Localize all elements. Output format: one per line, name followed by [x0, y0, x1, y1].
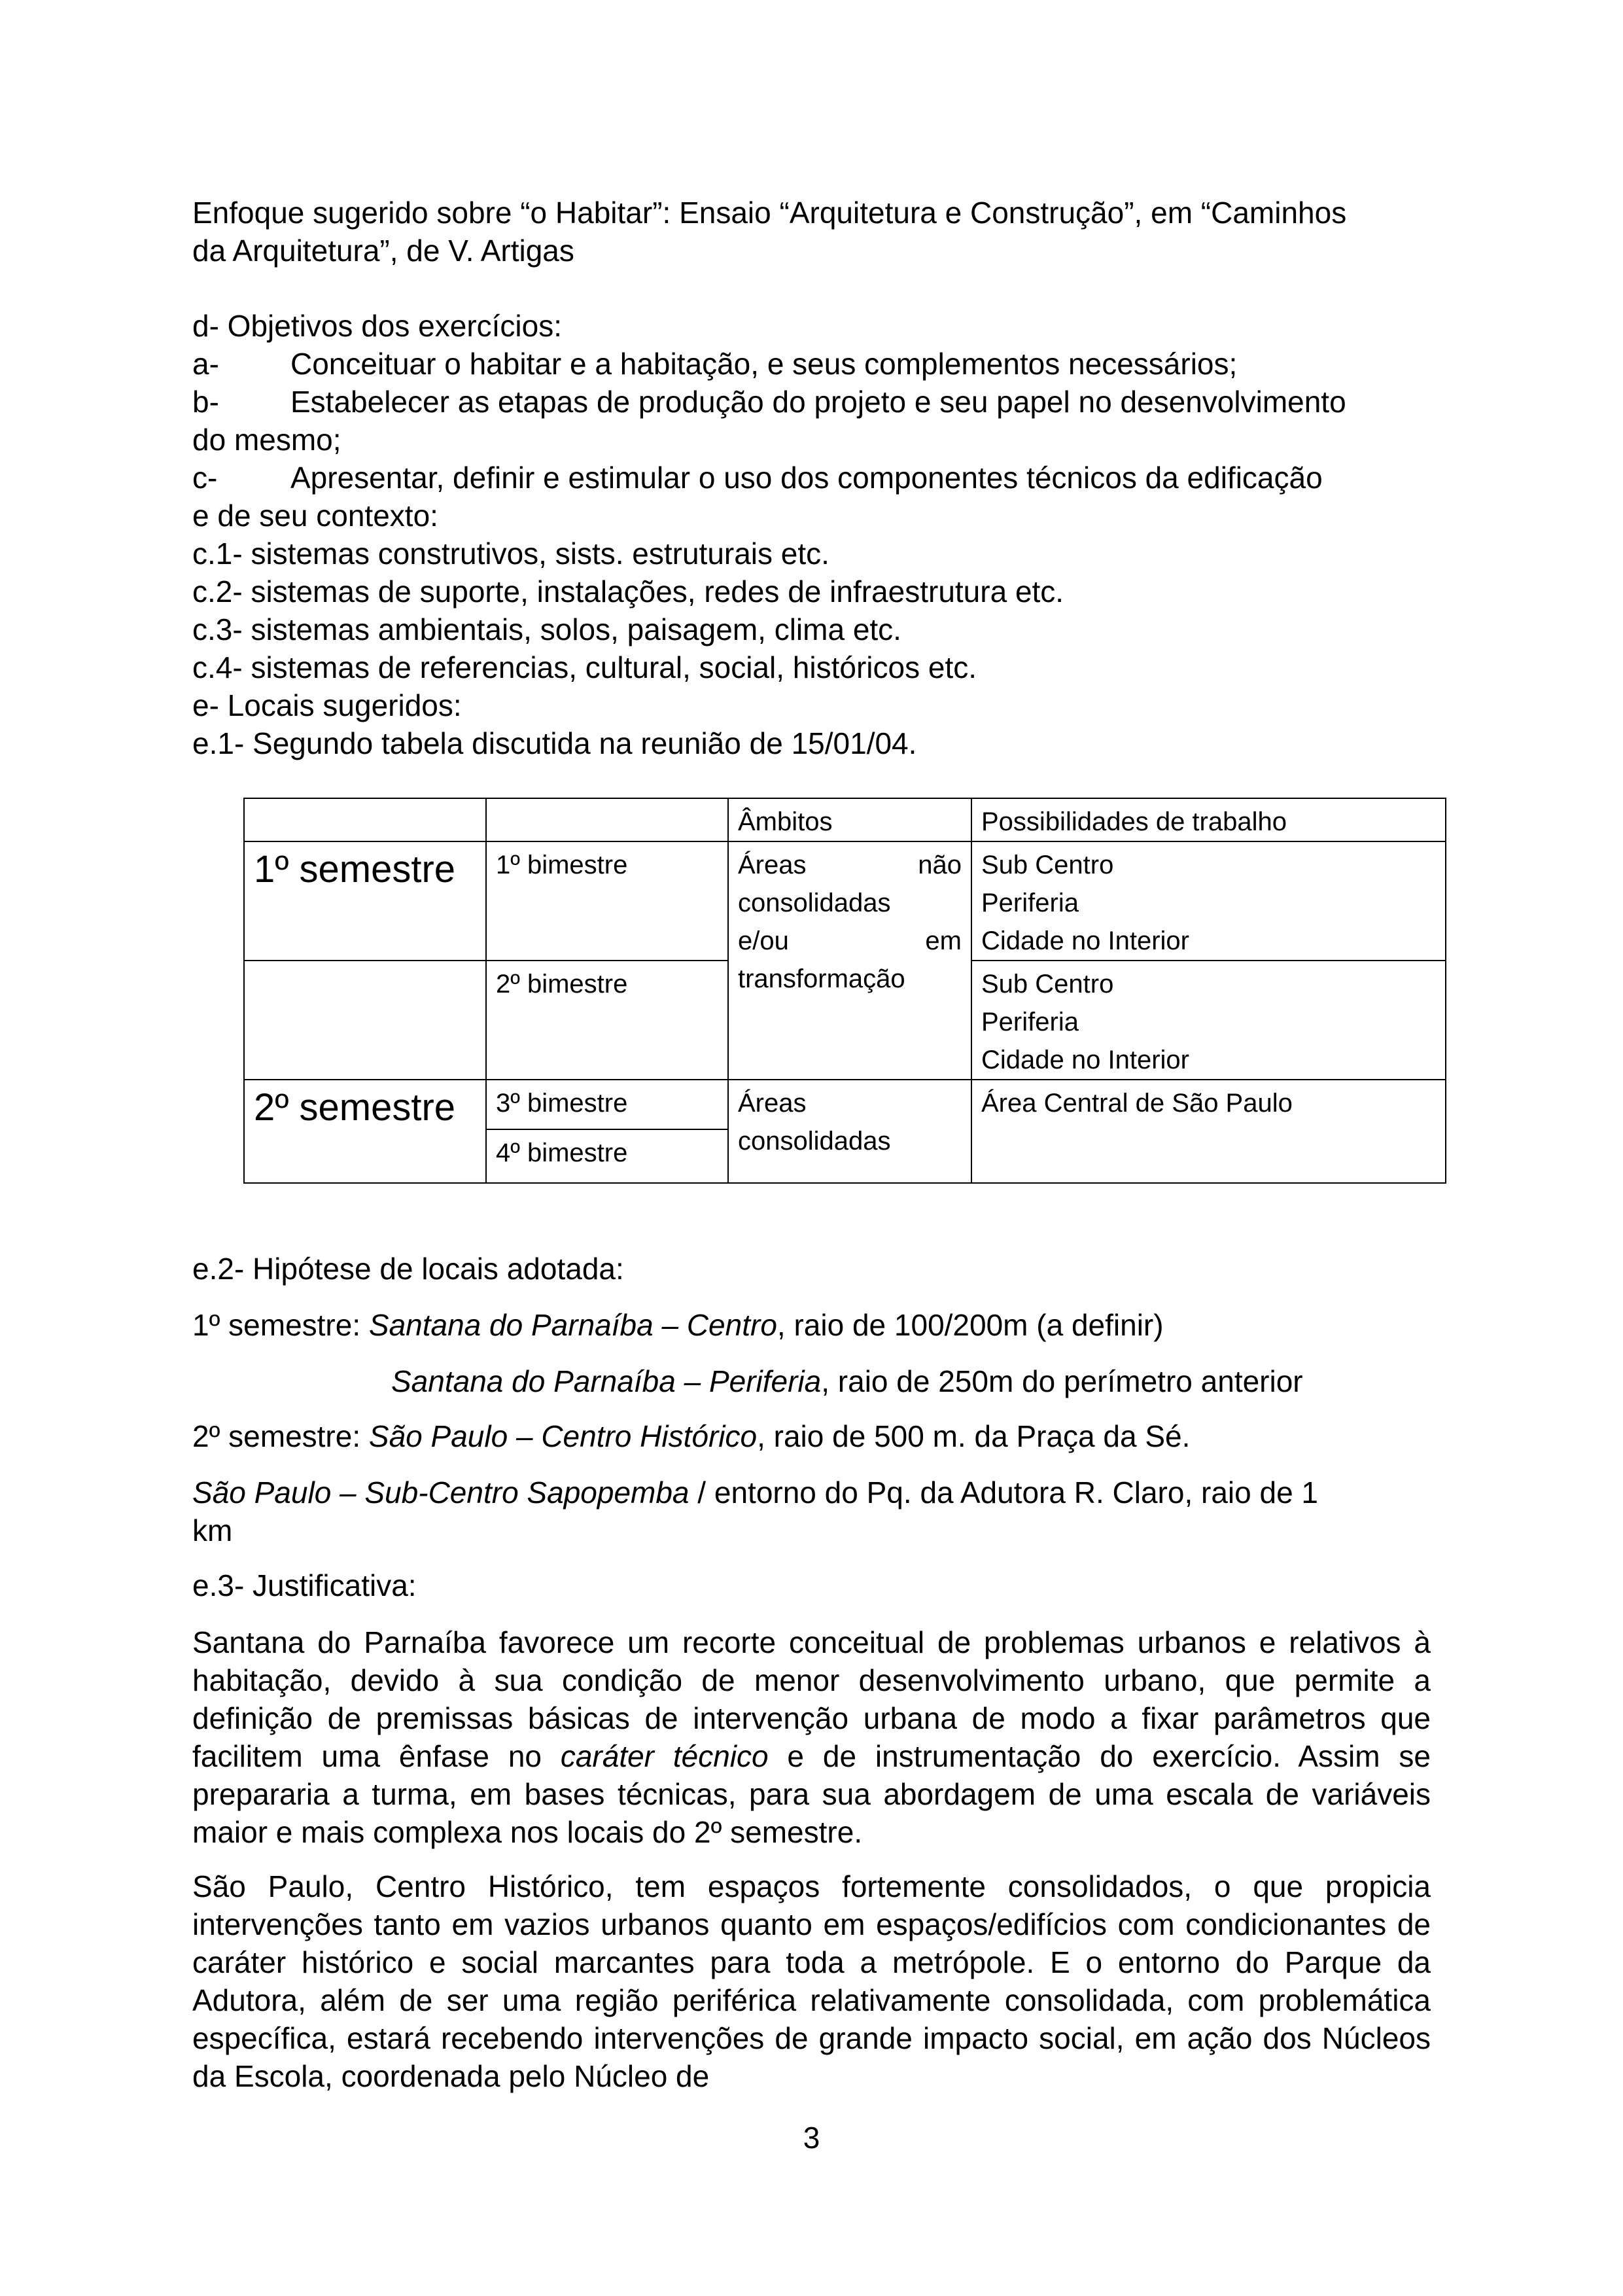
e2-semester-2-b: São Paulo – Sub-Centro Sapopemba / entorno do Pq. da Adutora R. Claro, raio de 1 km [192, 1475, 1319, 1547]
semester-1-label: 1º semestre [244, 841, 486, 961]
schedule-table [243, 798, 1446, 1184]
bimester-4-label: 4º bimestre [486, 1129, 728, 1183]
bimester-2-label: 2º bimestre [486, 961, 728, 1080]
intro-paragraph [192, 194, 1431, 270]
table-row [244, 798, 1446, 841]
objective-c2: c.2- sistemas de suporte, instalações, redes de infraestrutura etc. [192, 574, 1064, 609]
bimester-3-label: 3º bimestre [486, 1080, 728, 1129]
semester-2-label: 2º semestre [244, 1080, 486, 1183]
possibilidades-cell-3: Área Central de São Paulo [971, 1080, 1446, 1183]
table-header-ambitos: Âmbitos [728, 798, 971, 841]
objective-c-cont: e de seu contexto: [192, 499, 438, 533]
e2-semester-2-a: 2º semestre: São Paulo – Centro Histórico, raio de 500 m. da Praça da Sé. [192, 1419, 1191, 1453]
locations-heading: e- Locais sugeridos: [192, 688, 462, 722]
ambito-cell-1: Áreas não consolidadas e/ou em transformação [728, 841, 971, 1080]
possibilidades-cell-2: Sub Centro Periferia Cidade no Interior [971, 961, 1446, 1080]
e2-semester-1-b: Santana do Parnaíba – Periferia, raio de 250m do perímetro anterior [391, 1364, 1303, 1398]
intro-line: Enfoque sugerido sobre “o Habitar”: Ensaio “Arquitetura e Construção”, em “Caminhos [192, 196, 1347, 230]
possibilidades-cell-1: Sub Centro Periferia Cidade no Interior [971, 841, 1446, 961]
justification-paragraph-2: São Paulo, Centro Histórico, tem espaços fortemente consolidados, o que propicia intervenções tanto em vazios urbanos quanto em espaços/edifícios com condicionantes de caráter histórico e social marcantes para toda a metrópole. E o entorno do Parque da Adutora, além de ser uma região periférica relativamente consolidada, com problemática específica, estará recebendo intervenções de grande impacto social, em ação dos Núcleos da Escola, coordenada pelo Núcleo de [192, 1869, 1431, 2093]
bimester-1-label: 1º bimestre [486, 841, 728, 961]
objective-c1: c.1- sistemas construtivos, sists. estruturais etc. [192, 537, 829, 571]
objective-b-cont: do mesmo; [192, 423, 341, 457]
intro-line: da Arquitetura”, de V. Artigas [192, 234, 574, 268]
table-cell-empty [244, 798, 486, 841]
objective-b: b- Estabelecer as etapas de produção do projeto e seu papel no desenvolvimento [192, 385, 1346, 419]
ambito-cell-2: Áreas consolidadas [728, 1080, 971, 1183]
table-row [244, 1080, 1446, 1129]
page-number: 3 [803, 2121, 820, 2155]
objectives-section [192, 307, 1431, 762]
objective-c: c- Apresentar, definir e estimular o uso dos componentes técnicos da edificação [192, 461, 1323, 495]
table-cell-empty [244, 961, 486, 1080]
objective-c3: c.3- sistemas ambientais, solos, paisagem, clima etc. [192, 612, 901, 646]
objective-a: a- Conceituar o habitar e a habitação, e seus complementos necessários; [192, 347, 1238, 381]
locations-e1: e.1- Segundo tabela discutida na reunião de 15/01/04. [192, 726, 917, 760]
table-row [244, 841, 1446, 961]
objectives-heading: d- Objetivos dos exercícios: [192, 309, 563, 343]
e2-semester-1-a: 1º semestre: Santana do Parnaíba – Centro, raio de 100/200m (a definir) [192, 1308, 1164, 1342]
e2-heading: e.2- Hipótese de locais adotada: [192, 1252, 624, 1286]
table-header-possibilidades: Possibilidades de trabalho [971, 798, 1446, 841]
table-cell-empty [486, 798, 728, 841]
e3-heading: e.3- Justificativa: [192, 1568, 417, 1602]
objective-c4: c.4- sistemas de referencias, cultural, social, históricos etc. [192, 650, 977, 684]
justification-paragraph-1: Santana do Parnaíba favorece um recorte conceitual de problemas urbanos e relativos à habitação, devido à sua condição de menor desenvolvimento urbano, que permite a definição de premissas básicas de intervenção urbana de modo a fixar parâmetros que facilitem uma ênfase no caráter técnico e de instrumentação do exercício. Assim se prepararia a turma, em bases técnicas, para sua abordagem de uma escala de variáveis maior e mais complexa nos locais do 2º semestre. [192, 1625, 1431, 1849]
